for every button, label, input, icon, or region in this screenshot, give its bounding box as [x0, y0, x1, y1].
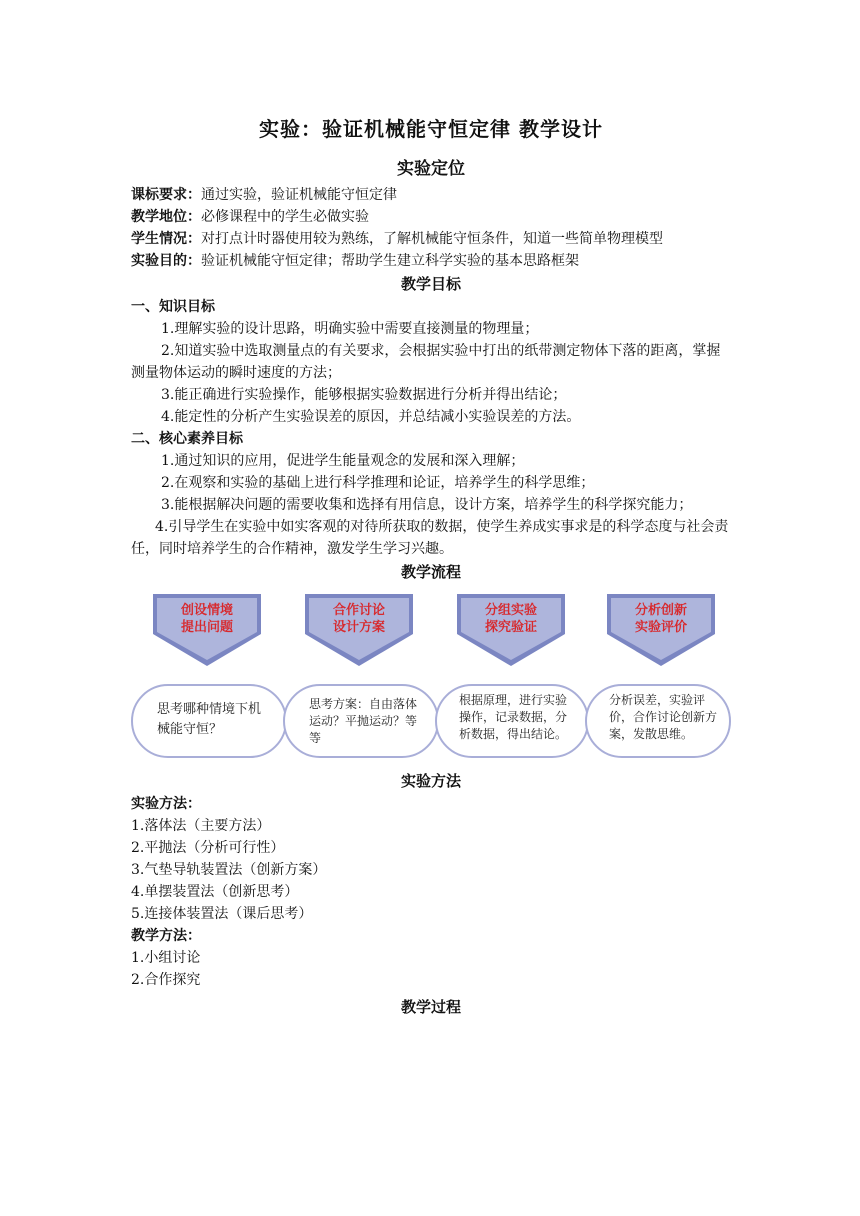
knowledge-item: 4.能定性的分析产生实验误差的原因，并总结减小实验误差的方法。 [161, 409, 581, 425]
literacy-heading: 二、核心素养目标 [131, 431, 243, 447]
experiment-method-item: 5.连接体装置法（课后思考） [131, 906, 313, 922]
positioning-item [131, 184, 731, 206]
literacy-item: 2.在观察和实验的基础上进行科学推理和论证，培养学生的科学思维； [161, 475, 595, 491]
flow-step [607, 594, 715, 666]
positioning-text: 通过实验，验证机械能守恒定律 [201, 187, 397, 203]
knowledge-item: 3.能正确进行实验操作，能够根据实验数据进行分析并得出结论； [161, 387, 567, 403]
positioning-text: 验证机械能守恒定律；帮助学生建立科学实验的基本思路框架 [201, 253, 579, 269]
teaching-methods-heading: 教学方法： [131, 928, 201, 944]
positioning-item [131, 206, 731, 228]
positioning-item [131, 228, 731, 250]
knowledge-heading: 一、知识目标 [131, 299, 215, 315]
literacy-item: 4.引导学生在实验中如实客观的对待所获取的数据，使学生养成实事求是的科学态度与社会责任，同时培养学生的合作精神，激发学生学习兴趣。 [131, 519, 729, 557]
positioning-label: 实验目的： [131, 253, 201, 269]
literacy-item: 3.能根据解决问题的需要收集和选择有用信息，设计方案，培养学生的科学探究能力； [161, 497, 693, 513]
positioning-label: 教学地位： [131, 209, 201, 225]
positioning-label: 学生情况： [131, 231, 201, 247]
document-page [131, 112, 731, 1019]
experiment-method-item: 2.平抛法（分析可行性） [131, 840, 285, 856]
positioning-text: 必修课程中的学生必做实验 [201, 209, 369, 225]
flow-step-label: 分析创新 实验评价 [634, 603, 687, 635]
flow-bubble: 思考方案：自由落体运动？平抛运动？等等 [283, 684, 439, 758]
section-heading-methods: 实验方法 [400, 772, 461, 790]
knowledge-item: 1.理解实验的设计思路，明确实验中需要直接测量的物理量； [161, 321, 539, 337]
teaching-method-item: 2.合作探究 [131, 972, 201, 988]
section-heading-flow: 教学流程 [400, 563, 461, 581]
teaching-method-item: 1.小组讨论 [131, 950, 201, 966]
flow-bubble: 根据原理，进行实验操作，记录数据，分析数据，得出结论。 [435, 684, 589, 758]
experiment-method-item: 3.气垫导轨装置法（创新方案） [131, 862, 327, 878]
flow-step [153, 594, 261, 666]
flow-bubble: 分析误差，实验评价，合作讨论创新方案，发散思维。 [585, 684, 731, 758]
positioning-item [131, 250, 731, 272]
section-heading-positioning: 实验定位 [397, 159, 465, 179]
flow-step [305, 594, 413, 666]
teaching-flow-diagram [131, 590, 731, 765]
flow-step-label: 分组实验 探究验证 [484, 603, 537, 635]
flow-bubble: 思考哪种情境下机械能守恒？ [131, 684, 287, 758]
flow-step [457, 594, 565, 666]
knowledge-item: 2.知道实验中选取测量点的有关要求，会根据实验中打出的纸带测定物体下落的距离，掌握测量物体运动的瞬时速度的方法； [131, 343, 721, 381]
experiment-method-item: 4.单摆装置法（创新思考） [131, 884, 299, 900]
experiment-methods-heading: 实验方法： [131, 796, 201, 812]
flow-step-label: 创设情境 提出问题 [180, 603, 233, 635]
section-heading-goals: 教学目标 [400, 275, 461, 293]
section-heading-process: 教学过程 [400, 998, 461, 1016]
positioning-label: 课标要求： [131, 187, 201, 203]
literacy-item: 1.通过知识的应用，促进学生能量观念的发展和深入理解； [161, 453, 525, 469]
positioning-text: 对打点计时器使用较为熟练，了解机械能守恒条件，知道一些简单物理模型 [201, 231, 663, 247]
document-title: 实验：验证机械能守恒定律 教学设计 [259, 117, 603, 141]
flow-step-label: 合作讨论 设计方案 [332, 603, 385, 635]
experiment-method-item: 1.落体法（主要方法） [131, 818, 271, 834]
